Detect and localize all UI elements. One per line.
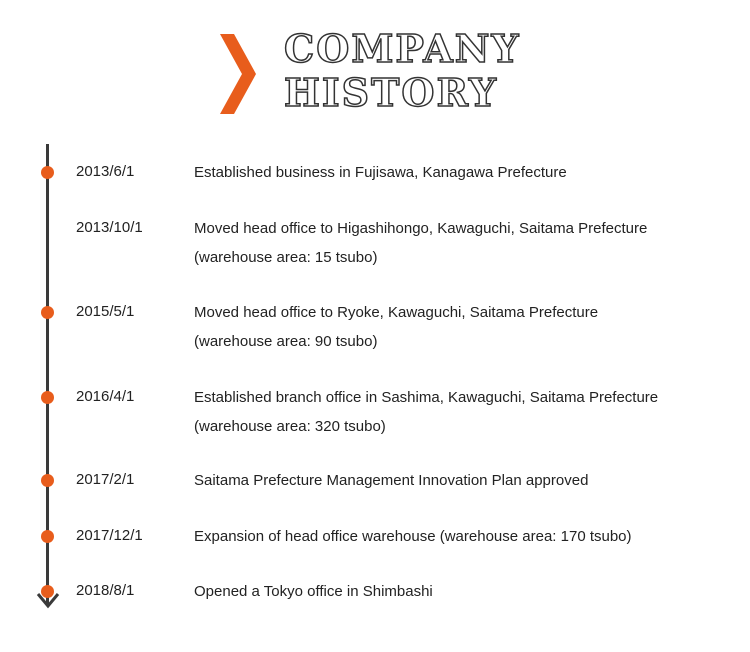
chevron-right-icon xyxy=(218,34,258,114)
event-description-line: (warehouse area: 90 tsubo) xyxy=(194,333,378,350)
event-description-line: Opened a Tokyo office in Shimbashi xyxy=(194,583,433,600)
timeline-dot xyxy=(41,306,54,319)
timeline-dot xyxy=(41,474,54,487)
event-description-line: Moved head office to Higashihongo, Kawaguchi, Saitama Prefecture xyxy=(194,220,648,237)
timeline-dot xyxy=(41,391,54,404)
page-title-line-2: HISTORY xyxy=(284,70,499,115)
event-description-line: (warehouse area: 320 tsubo) xyxy=(194,418,386,435)
event-description-line: Expansion of head office warehouse (warehouse area: 170 tsubo) xyxy=(194,528,632,545)
event-date: 2015/5/1 xyxy=(76,303,135,320)
event-description xyxy=(194,298,734,356)
event-description xyxy=(194,383,734,441)
page-title-line-1: COMPANY xyxy=(284,26,521,71)
event-description-line: Saitama Prefecture Management Innovation Plan approved xyxy=(194,472,589,489)
event-description xyxy=(194,522,734,551)
timeline-dot xyxy=(41,585,54,598)
event-date: 2018/8/1 xyxy=(76,582,135,599)
event-date: 2017/12/1 xyxy=(76,527,143,544)
page-title xyxy=(284,27,521,115)
event-date: 2013/6/1 xyxy=(76,163,135,180)
event-description xyxy=(194,158,734,187)
event-description xyxy=(194,577,734,606)
event-date: 2013/10/1 xyxy=(76,219,143,236)
timeline-dot xyxy=(41,530,54,543)
timeline-dot xyxy=(41,166,54,179)
event-description xyxy=(194,466,734,495)
event-description xyxy=(194,214,734,272)
event-description-line: Moved head office to Ryoke, Kawaguchi, Saitama Prefecture xyxy=(194,304,599,321)
event-description-line: Established business in Fujisawa, Kanagawa Prefecture xyxy=(194,164,567,181)
event-date: 2016/4/1 xyxy=(76,388,135,405)
event-description-line: Established branch office in Sashima, Kawaguchi, Saitama Prefecture xyxy=(194,389,659,406)
page-header xyxy=(0,0,750,130)
event-description-line: (warehouse area: 15 tsubo) xyxy=(194,249,378,266)
event-date: 2017/2/1 xyxy=(76,471,135,488)
